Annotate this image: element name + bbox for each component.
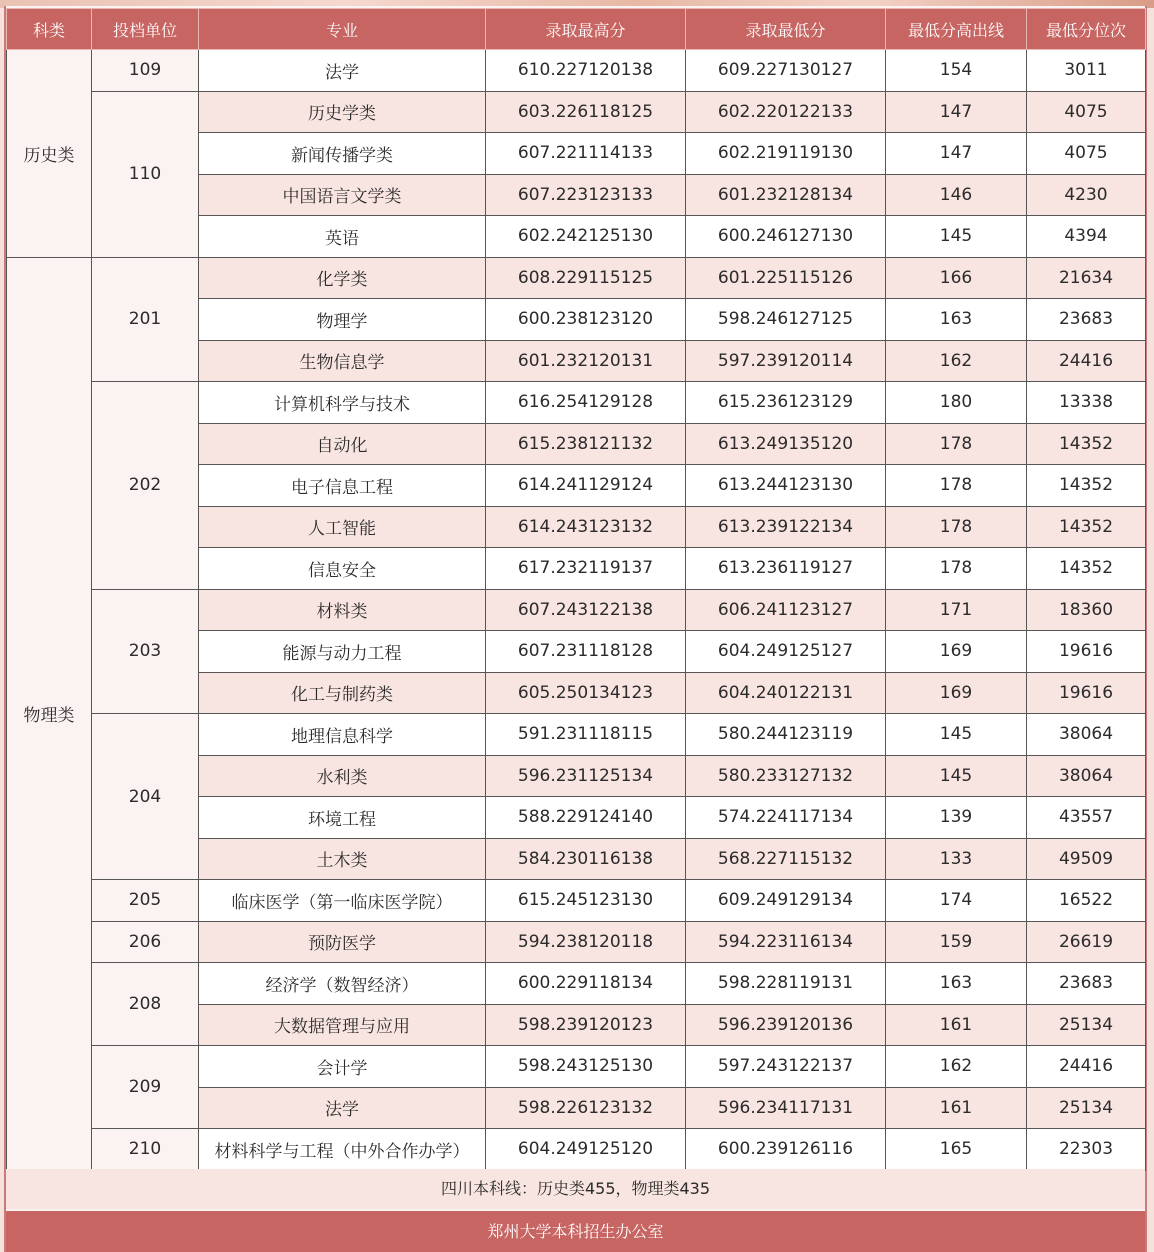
- major-cell: 人工智能: [199, 506, 486, 548]
- major-cell: 大数据管理与应用: [199, 1004, 486, 1046]
- unit-cell: 203: [92, 589, 199, 714]
- above-line-cell: 162: [886, 340, 1027, 382]
- above-line-cell: 145: [886, 714, 1027, 756]
- major-cell: 新闻传播学类: [199, 133, 486, 175]
- max-score-cell: 607.243122138: [486, 589, 686, 631]
- major-cell: 临床医学（第一临床医学院）: [199, 880, 486, 922]
- max-score-cell: 596.231125134: [486, 755, 686, 797]
- above-line-cell: 147: [886, 133, 1027, 175]
- max-score-cell: 598.243125130: [486, 1046, 686, 1088]
- rank-cell: 3011: [1027, 50, 1146, 92]
- category-cell: 历史类: [7, 50, 92, 258]
- min-score-cell: 600.239126116: [686, 1129, 886, 1171]
- above-line-cell: 178: [886, 465, 1027, 507]
- min-score-cell: 606.241123127: [686, 589, 886, 631]
- table-row: [7, 382, 1146, 424]
- table-row: [7, 714, 1146, 756]
- rank-cell: 23683: [1027, 299, 1146, 341]
- max-score-cell: 607.221114133: [486, 133, 686, 175]
- above-line-cell: 161: [886, 1087, 1027, 1129]
- max-score-cell: 617.232119137: [486, 548, 686, 590]
- above-line-cell: 166: [886, 257, 1027, 299]
- admission-score-table: [6, 8, 1146, 1171]
- rank-cell: 25134: [1027, 1087, 1146, 1129]
- unit-cell: 201: [92, 257, 199, 382]
- rank-cell: 14352: [1027, 423, 1146, 465]
- above-line-cell: 169: [886, 672, 1027, 714]
- max-score-cell: 598.226123132: [486, 1087, 686, 1129]
- unit-cell: 208: [92, 963, 199, 1046]
- min-score-cell: 574.224117134: [686, 797, 886, 839]
- unit-cell: 210: [92, 1129, 199, 1171]
- min-score-cell: 613.236119127: [686, 548, 886, 590]
- table-row: [7, 257, 1146, 299]
- unit-cell: 204: [92, 714, 199, 880]
- max-score-cell: 601.232120131: [486, 340, 686, 382]
- rank-cell: 26619: [1027, 921, 1146, 963]
- major-cell: 生物信息学: [199, 340, 486, 382]
- max-score-cell: 607.231118128: [486, 631, 686, 673]
- above-line-cell: 180: [886, 382, 1027, 424]
- header-category: 科类: [7, 9, 92, 50]
- rank-cell: 18360: [1027, 589, 1146, 631]
- table-row: [7, 589, 1146, 631]
- header-major: 专业: [199, 9, 486, 50]
- footer-office-name: 郑州大学本科招生办公室: [6, 1211, 1145, 1252]
- above-line-cell: 171: [886, 589, 1027, 631]
- major-cell: 土木类: [199, 838, 486, 880]
- rank-cell: 4075: [1027, 133, 1146, 175]
- above-line-cell: 174: [886, 880, 1027, 922]
- max-score-cell: 600.229118134: [486, 963, 686, 1005]
- above-line-cell: 145: [886, 216, 1027, 258]
- max-score-cell: 615.238121132: [486, 423, 686, 465]
- min-score-cell: 601.225115126: [686, 257, 886, 299]
- major-cell: 材料科学与工程（中外合作办学）: [199, 1129, 486, 1171]
- above-line-cell: 165: [886, 1129, 1027, 1171]
- max-score-cell: 610.227120138: [486, 50, 686, 92]
- min-score-cell: 598.246127125: [686, 299, 886, 341]
- major-cell: 法学: [199, 1087, 486, 1129]
- max-score-cell: 614.241129124: [486, 465, 686, 507]
- header-max-score: 录取最高分: [486, 9, 686, 50]
- table-header-row: [7, 9, 1146, 50]
- min-score-cell: 602.219119130: [686, 133, 886, 175]
- above-line-cell: 147: [886, 91, 1027, 133]
- min-score-cell: 604.249125127: [686, 631, 886, 673]
- unit-cell: 109: [92, 50, 199, 92]
- major-cell: 能源与动力工程: [199, 631, 486, 673]
- table-row: [7, 921, 1146, 963]
- header-above-line: 最低分高出线: [886, 9, 1027, 50]
- major-cell: 计算机科学与技术: [199, 382, 486, 424]
- rank-cell: 25134: [1027, 1004, 1146, 1046]
- rank-cell: 4394: [1027, 216, 1146, 258]
- min-score-cell: 613.249135120: [686, 423, 886, 465]
- min-score-cell: 568.227115132: [686, 838, 886, 880]
- min-score-cell: 613.244123130: [686, 465, 886, 507]
- table-row: [7, 1129, 1146, 1171]
- max-score-cell: 602.242125130: [486, 216, 686, 258]
- rank-cell: 4075: [1027, 91, 1146, 133]
- max-score-cell: 591.231118115: [486, 714, 686, 756]
- major-cell: 化工与制药类: [199, 672, 486, 714]
- min-score-cell: 604.240122131: [686, 672, 886, 714]
- major-cell: 自动化: [199, 423, 486, 465]
- major-cell: 地理信息科学: [199, 714, 486, 756]
- rank-cell: 13338: [1027, 382, 1146, 424]
- above-line-cell: 162: [886, 1046, 1027, 1088]
- major-cell: 物理学: [199, 299, 486, 341]
- max-score-cell: 603.226118125: [486, 91, 686, 133]
- header-min-score: 录取最低分: [686, 9, 886, 50]
- major-cell: 中国语言文学类: [199, 174, 486, 216]
- major-cell: 化学类: [199, 257, 486, 299]
- min-score-cell: 580.233127132: [686, 755, 886, 797]
- max-score-cell: 605.250134123: [486, 672, 686, 714]
- max-score-cell: 607.223123133: [486, 174, 686, 216]
- table-row: [7, 50, 1146, 92]
- above-line-cell: 133: [886, 838, 1027, 880]
- rank-cell: 24416: [1027, 340, 1146, 382]
- max-score-cell: 614.243123132: [486, 506, 686, 548]
- major-cell: 预防医学: [199, 921, 486, 963]
- max-score-cell: 616.254129128: [486, 382, 686, 424]
- major-cell: 历史学类: [199, 91, 486, 133]
- table-row: [7, 1046, 1146, 1088]
- rank-cell: 14352: [1027, 465, 1146, 507]
- table-row: [7, 880, 1146, 922]
- rank-cell: 24416: [1027, 1046, 1146, 1088]
- rank-cell: 49509: [1027, 838, 1146, 880]
- min-score-cell: 596.234117131: [686, 1087, 886, 1129]
- rank-cell: 21634: [1027, 257, 1146, 299]
- above-line-cell: 145: [886, 755, 1027, 797]
- rank-cell: 4230: [1027, 174, 1146, 216]
- rank-cell: 38064: [1027, 755, 1146, 797]
- max-score-cell: 594.238120118: [486, 921, 686, 963]
- cutoff-note: 四川本科线：历史类455，物理类435: [6, 1169, 1145, 1209]
- min-score-cell: 597.243122137: [686, 1046, 886, 1088]
- above-line-cell: 154: [886, 50, 1027, 92]
- unit-cell: 110: [92, 91, 199, 257]
- major-cell: 英语: [199, 216, 486, 258]
- major-cell: 环境工程: [199, 797, 486, 839]
- unit-cell: 209: [92, 1046, 199, 1129]
- above-line-cell: 163: [886, 299, 1027, 341]
- above-line-cell: 169: [886, 631, 1027, 673]
- unit-cell: 205: [92, 880, 199, 922]
- min-score-cell: 594.223116134: [686, 921, 886, 963]
- table-row: [7, 963, 1146, 1005]
- above-line-cell: 163: [886, 963, 1027, 1005]
- rank-cell: 38064: [1027, 714, 1146, 756]
- category-cell: 物理类: [7, 257, 92, 1170]
- header-min-rank: 最低分位次: [1027, 9, 1146, 50]
- above-line-cell: 159: [886, 921, 1027, 963]
- min-score-cell: 580.244123119: [686, 714, 886, 756]
- above-line-cell: 178: [886, 506, 1027, 548]
- major-cell: 电子信息工程: [199, 465, 486, 507]
- min-score-cell: 609.227130127: [686, 50, 886, 92]
- major-cell: 会计学: [199, 1046, 486, 1088]
- rank-cell: 22303: [1027, 1129, 1146, 1171]
- max-score-cell: 604.249125120: [486, 1129, 686, 1171]
- min-score-cell: 596.239120136: [686, 1004, 886, 1046]
- max-score-cell: 615.245123130: [486, 880, 686, 922]
- max-score-cell: 598.239120123: [486, 1004, 686, 1046]
- rank-cell: 14352: [1027, 548, 1146, 590]
- min-score-cell: 602.220122133: [686, 91, 886, 133]
- table-row: [7, 91, 1146, 133]
- max-score-cell: 600.238123120: [486, 299, 686, 341]
- rank-cell: 19616: [1027, 672, 1146, 714]
- above-line-cell: 178: [886, 423, 1027, 465]
- above-line-cell: 146: [886, 174, 1027, 216]
- rank-cell: 14352: [1027, 506, 1146, 548]
- header-unit: 投档单位: [92, 9, 199, 50]
- above-line-cell: 178: [886, 548, 1027, 590]
- major-cell: 经济学（数智经济）: [199, 963, 486, 1005]
- unit-cell: 206: [92, 921, 199, 963]
- min-score-cell: 609.249129134: [686, 880, 886, 922]
- max-score-cell: 608.229115125: [486, 257, 686, 299]
- rank-cell: 43557: [1027, 797, 1146, 839]
- rank-cell: 16522: [1027, 880, 1146, 922]
- rank-cell: 19616: [1027, 631, 1146, 673]
- unit-cell: 202: [92, 382, 199, 590]
- min-score-cell: 598.228119131: [686, 963, 886, 1005]
- max-score-cell: 588.229124140: [486, 797, 686, 839]
- min-score-cell: 601.232128134: [686, 174, 886, 216]
- above-line-cell: 139: [886, 797, 1027, 839]
- major-cell: 材料类: [199, 589, 486, 631]
- rank-cell: 23683: [1027, 963, 1146, 1005]
- major-cell: 法学: [199, 50, 486, 92]
- major-cell: 水利类: [199, 755, 486, 797]
- max-score-cell: 584.230116138: [486, 838, 686, 880]
- min-score-cell: 615.236123129: [686, 382, 886, 424]
- min-score-cell: 600.246127130: [686, 216, 886, 258]
- min-score-cell: 597.239120114: [686, 340, 886, 382]
- above-line-cell: 161: [886, 1004, 1027, 1046]
- min-score-cell: 613.239122134: [686, 506, 886, 548]
- major-cell: 信息安全: [199, 548, 486, 590]
